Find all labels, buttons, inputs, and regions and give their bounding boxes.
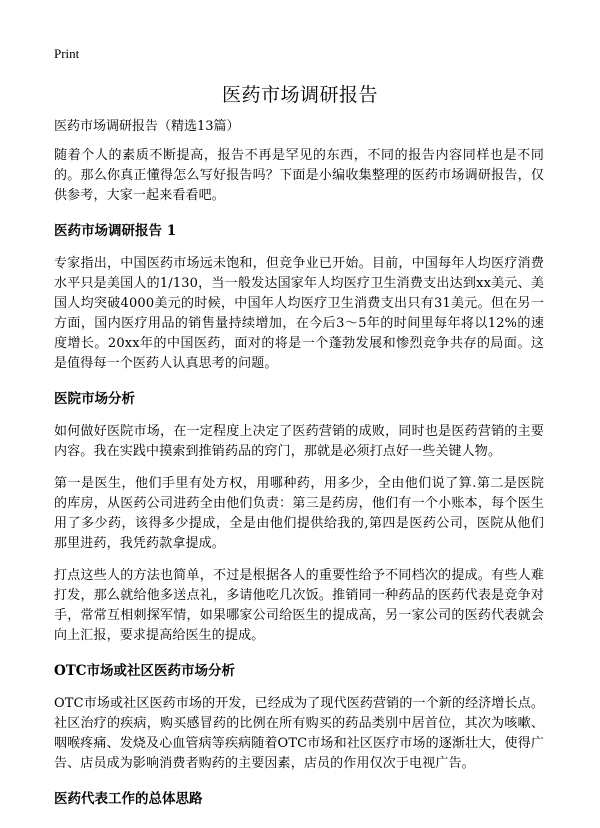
hospital-market-paragraph-3: 打点这些人的方法也简单，不过是根据各人的重要性给予不同档次的提成。有些人难打发，那么就给他多送点礼，多请他吃几次饭。推销同一种药品的医药代表是竞争对手，常常互相刺探军情，如果哪家公司给医生的提成高，另一家公司的医药代表就会向上汇报，要求提高给医生的提成。 — [54, 568, 544, 643]
hospital-market-paragraph-1: 如何做好医院市场，在一定程度上决定了医药营销的成败，同时也是医药营销的主要内容。我在实践中摸索到推销药品的窍门，那就是必须打点好一些关键人物。 — [54, 424, 544, 459]
print-label: Print — [54, 46, 80, 61]
section-heading-hospital-market: 医院市场分析 — [54, 391, 135, 407]
document-title: 医药市场调研报告 — [221, 84, 378, 106]
hospital-market-paragraph-2: 第一是医生，他们手里有处方权，用哪种药，用多少，全由他们说了算.第二是医院的库房，从医药公司进药全由他们负责：第三是药房，他们有一个小账本，每个医生用了多少药，该得多少提成，全是由他们提供给我的,第四是医药公司，医院从他们那里进药，我凭药款拿提成。 — [54, 476, 544, 551]
report-1-paragraph: 专家指出，中国医药市场远未饱和，但竞争业已开始。目前，中国每年人均医疗消费水平只是美国人的1/130，当一般发达国家年人均医疗卫生消费支出达到xx美元、美国人均突破4000美元的时候，中国年人均医疗卫生消费支出只有31美元。但在另一方面，国内医疗用品的销售量持续增加，在今后3～5年的时间里每年将以12%的速度增长。20xx年的中国医药，面对的将是一个蓬勃发展和惨烈竞争共存的局面。这是值得每一个医药人认真思考的问题。 — [54, 256, 544, 371]
intro-paragraph: 随着个人的素质不断提高，报告不再是罕见的东西，不同的报告内容同样也是不同的。那么你真正懂得怎么写好报告吗？下面是小编收集整理的医药市场调研报告，仅供参考，大家一起来看看吧。 — [54, 148, 544, 203]
section-heading-otc-market: OTC市场或社区医药市场分析 — [54, 663, 236, 679]
section-heading-report-1: 医药市场调研报告 1 — [54, 223, 177, 239]
section-heading-rep-strategy: 医药代表工作的总体思路 — [54, 791, 203, 807]
otc-market-paragraph: OTC市场或社区医药市场的开发，已经成为了现代医药营销的一个新的经济增长点。社区治疗的疾病，购买感冒药的比例在所有购买的药品类别中居首位，其次为咳嗽、咽喉疼痛、发烧及心血管病等疾病随着OTC市场和社区医疗市场的逐渐壮大，使得广告、店员成为影响消费者购药的主要因素，店员的作用仅次于电视广告。 — [54, 696, 544, 771]
document-subtitle: 医药市场调研报告（精选13篇） — [54, 119, 240, 134]
document-content — [54, 118, 544, 822]
